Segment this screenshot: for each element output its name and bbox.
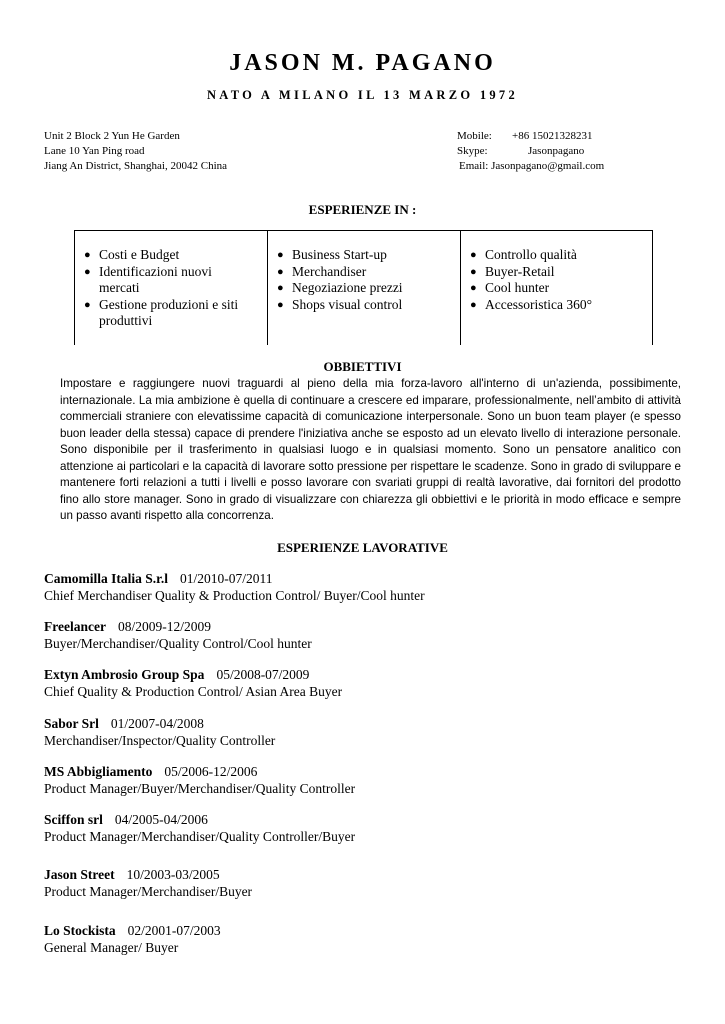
birth-info: NATO A MILANO IL 13 MARZO 1972: [206, 88, 519, 102]
job-dates: 04/2005-04/2006: [114, 812, 208, 827]
job-entry: [44, 570, 425, 604]
job-dates: 01/2010-07/2011: [180, 571, 273, 586]
skills-column-1: [75, 231, 268, 345]
skill-item: ● Identificazioni nuovi mercati: [84, 263, 212, 295]
job-company: Jason Street: [44, 867, 115, 882]
skills-table: [74, 230, 653, 345]
bullet-icon: ●: [277, 265, 284, 278]
skill-item: ● Cool hunter: [470, 280, 550, 295]
job-company: MS Abbigliamento: [44, 764, 153, 779]
skill-item: ● Controllo qualità: [470, 247, 577, 262]
job-role: Chief Quality & Production Control/ Asian Area Buyer: [44, 684, 343, 699]
bullet-icon: ●: [277, 249, 284, 261]
job-role: Product Manager/Merchandiser/Quality Controller/Buyer: [44, 829, 356, 844]
mobile-value: +86 15021328231: [512, 130, 593, 142]
skill-item: ● Buyer-Retail: [470, 263, 555, 279]
bullet-icon: ●: [277, 282, 284, 294]
job-entry: [44, 922, 221, 956]
job-dates: 10/2003-03/2005: [126, 867, 220, 882]
job-entry: [44, 618, 312, 652]
job-role: Chief Merchandiser Quality & Production Control/ Buyer/Cool hunter: [44, 588, 425, 603]
bullet-icon: ●: [277, 298, 284, 311]
work-experience-title: ESPERIENZE LAVORATIVE: [277, 540, 448, 555]
job-role: Buyer/Merchandiser/Quality Control/Cool hunter: [44, 636, 312, 651]
job-role: Product Manager/Buyer/Merchandiser/Quality Controller: [44, 781, 356, 796]
job-dates: 05/2008-07/2009: [216, 667, 310, 682]
skill-item: ● Costi e Budget: [84, 247, 180, 262]
job-entry: [44, 666, 342, 700]
address-line: Lane 10 Yan Ping road: [44, 145, 145, 157]
job-entry: [44, 715, 275, 749]
address-line: Unit 2 Block 2 Yun He Garden: [44, 130, 180, 142]
bullet-icon: ●: [470, 282, 477, 294]
objectives-title: OBBIETTIVI: [323, 359, 402, 374]
job-company: Extyn Ambrosio Group Spa: [44, 667, 205, 682]
bullet-icon: ●: [84, 298, 91, 311]
bullet-icon: ●: [470, 249, 477, 261]
job-company: Camomilla Italia S.r.l: [44, 571, 169, 586]
address-line: Jiang An District, Shanghai, 20042 China: [44, 160, 228, 172]
skill-item: ● Accessoristica 360°: [470, 296, 592, 312]
job-dates: 08/2009-12/2009: [117, 619, 211, 634]
bullet-icon: ●: [470, 265, 477, 278]
job-dates: 01/2007-04/2008: [110, 716, 204, 731]
job-entry: [44, 866, 252, 900]
skill-item: ● Shops visual control: [277, 296, 403, 312]
bullet-icon: ●: [84, 249, 91, 261]
skype-value: Jasonpagano: [528, 145, 585, 157]
mobile-label: Mobile:: [457, 130, 492, 142]
job-company: Sciffon srl: [44, 812, 103, 827]
skill-item: ● Business Start-up: [277, 247, 387, 262]
job-role: Merchandiser/Inspector/Quality Controller: [44, 733, 276, 748]
email-line: Email: Jasonpagano@gmail.com: [459, 160, 605, 172]
skill-item: ● Negoziazione prezzi: [277, 280, 403, 295]
skill-item: ● Gestione produzioni e siti produttivi: [84, 296, 239, 328]
resume-name: JASON M. PAGANO: [229, 50, 496, 76]
skills-column-3: [461, 231, 652, 345]
skill-item: ● Merchandiser: [277, 263, 367, 279]
job-role: Product Manager/Merchandiser/Buyer: [44, 884, 253, 899]
job-entry: [44, 763, 355, 797]
job-company: Lo Stockista: [44, 923, 116, 938]
job-company: Sabor Srl: [44, 716, 99, 731]
job-dates: 02/2001-07/2003: [127, 923, 221, 938]
job-entry: [44, 811, 355, 845]
skype-label: Skype:: [457, 145, 488, 157]
objectives-text: Impostare e raggiungere nuovi traguardi al pieno della mia forza-lavoro all'interno di un'azienda, possibimente, internazionale. La mia ambizione è quella di continuare a crescere ed imparare, professionalmente, nell’ambito di attività commerciali straniere con elevatissime capacità di comunicazione interpersonale. Sono un buon team player (e spesso buon leader della stessa) capace di prendere l'iniziativa anche se esposto ad un elevato livello di interazione personale. Sono disponibile per il trasferimento in qualsiasi luogo e in qualsiasi momento. Sono un pensatore analitico con attenzione ai particolari e la capacità di lavorare sotto pressione per rispettare le scadenze. Sono in grado di sviluppare e mantenere forti relazioni a tutti i livelli e posso lavorare con svariati gruppi di realtà lavorative, dai fornitori del prodotto fino allo store manager. Sono in grado di visualizzare con chiarezza gli obbiettivi e le priorità in modo efficace e sempre un passo avanti rispetto alla concorrenza.: [60, 377, 681, 522]
bullet-icon: ●: [84, 265, 91, 278]
job-company: Freelancer: [44, 619, 106, 634]
experience-in-title: ESPERIENZE IN :: [308, 202, 417, 217]
skills-column-2: [268, 231, 461, 345]
bullet-icon: ●: [470, 298, 477, 311]
job-dates: 05/2006-12/2006: [164, 764, 258, 779]
job-role: General Manager/ Buyer: [44, 940, 179, 955]
